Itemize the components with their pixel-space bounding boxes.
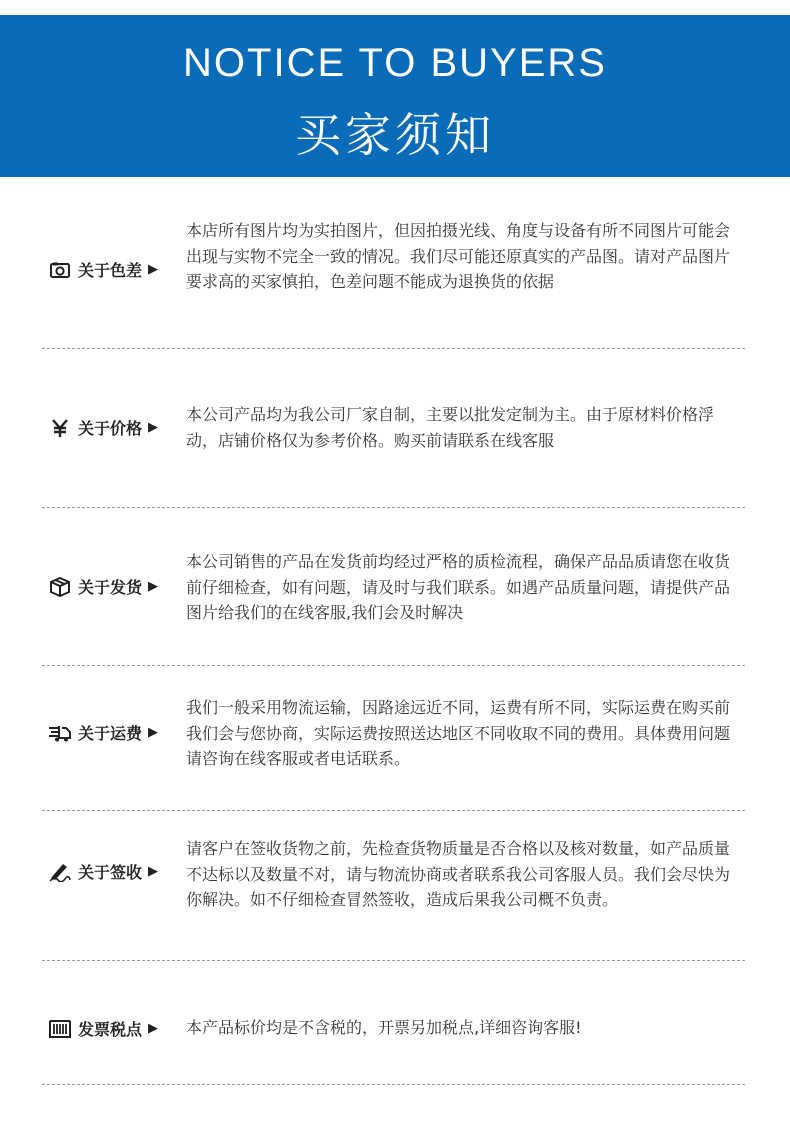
header-title-en: NOTICE TO BUYERS — [183, 41, 607, 85]
section-label-receipt — [49, 860, 158, 883]
section-label-text: 关于价格 — [78, 419, 143, 438]
header-title-cn: 买家须知 — [295, 108, 495, 162]
divider — [42, 348, 745, 349]
section-label-text: 发票税点 — [78, 1020, 143, 1039]
notice-header — [0, 15, 790, 177]
section-label-text: 关于发货 — [78, 578, 143, 597]
divider — [42, 507, 745, 508]
divider — [42, 960, 745, 961]
signature-pen-icon — [49, 861, 71, 883]
section-label-shipping — [49, 575, 158, 598]
section-label-text: 关于运费 — [78, 724, 143, 743]
arrow-icon: ▶ — [148, 420, 159, 435]
section-text-invoice: 本产品标价均是不含税的，开票另加税点,详细咨询客服! — [186, 1018, 582, 1037]
yen-icon — [49, 417, 71, 439]
arrow-icon: ▶ — [148, 579, 159, 594]
section-label-invoice — [49, 1017, 158, 1040]
truck-icon — [49, 722, 71, 744]
section-text-price: 本公司产品均为我公司厂家自制，主要以批发定制为主。由于原材料价格浮动，店铺价格仅为参考价格。购买前请联系在线客服 — [186, 405, 715, 450]
arrow-icon: ▶ — [148, 262, 159, 277]
divider — [42, 1084, 745, 1085]
section-label-freight — [49, 721, 158, 744]
camera-icon — [49, 259, 71, 281]
section-text-freight: 我们一般采用物流运输，因路途远近不同，运费有所不同，实际运费在购买前我们会与您协商，实际运费按照送达地区不同收取不同的费用。具体费用问题请咨询在线客服或者电话联系。 — [186, 698, 731, 768]
section-label-price — [49, 416, 158, 439]
section-text-shipping: 本公司销售的产品在发货前均经过严格的质检流程，确保产品品质请您在收货前仔细检查，如有问题，请及时与我们联系。如遇产品质量问题，请提供产品图片给我们的在线客服,我们会及时解决 — [186, 552, 731, 622]
section-label-text: 关于色差 — [78, 261, 143, 280]
divider — [42, 665, 745, 666]
arrow-icon: ▶ — [148, 1021, 159, 1036]
section-text-receipt: 请客户在签收货物之前，先检查货物质量是否合格以及核对数量，如产品质量不达标以及数量不对，请与物流协商或者联系我公司客服人员。我们会尽快为你解决。如不仔细检查冒然签收，造成后果我公司概不负责。 — [186, 839, 731, 909]
arrow-icon: ▶ — [148, 725, 159, 740]
section-label-text: 关于签收 — [78, 863, 143, 882]
arrow-icon: ▶ — [148, 864, 159, 879]
section-label-color — [49, 258, 158, 281]
package-icon — [49, 576, 71, 598]
invoice-icon — [49, 1018, 71, 1040]
section-text-color: 本店所有图片均为实拍图片，但因拍摄光线、角度与设备有所不同图片可能会出现与实物不完全一致的情况。我们尽可能还原真实的产品图。请对产品图片要求高的买家慎拍，色差问题不能成为退换货的依据 — [186, 221, 731, 291]
divider — [42, 810, 745, 811]
